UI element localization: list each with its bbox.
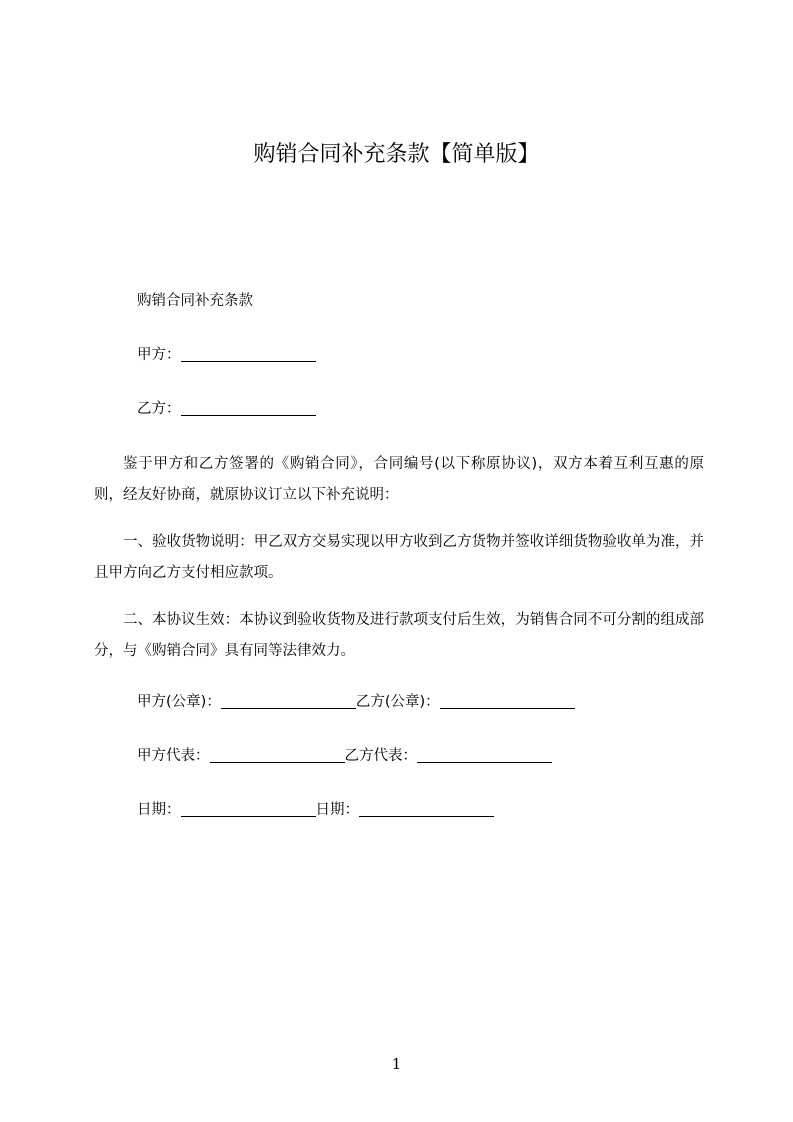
seal-line [137,692,575,712]
date-a-label: 日期： [137,802,181,818]
seal-a-label: 甲方(公章)： [137,694,221,710]
date-b-blank [359,815,494,817]
rep-b-blank [417,761,552,763]
date-a-blank [181,815,316,817]
seal-a-blank [221,707,356,709]
party-a-line [137,345,316,365]
party-a-label: 甲方： [137,347,181,363]
document-title: 购销合同补充条款【简单版】 [253,142,540,167]
party-b-label: 乙方： [137,401,181,417]
rep-b-label: 乙方代表： [344,748,417,764]
date-line [137,800,494,820]
seal-b-label: 乙方(公章)： [355,694,440,710]
representative-line [137,746,552,766]
date-b-label: 日期： [315,802,359,818]
seal-b-blank [440,707,575,709]
party-a-blank [181,360,316,362]
intro-paragraph: 鉴于甲方和乙方签署的《购销合同》，合同编号(以下称原协议)，双方本着互利互惠的原则，经友好协商，就原协议订立以下补充说明： [94,456,704,503]
clause-2-paragraph: 二、本协议生效：本协议到验收货物及进行款项支付后生效，为销售合同不可分割的组成部分，与《购销合同》具有同等法律效力。 [94,612,704,659]
page-number: 1 [391,1055,402,1073]
subtitle: 购销合同补充条款 [137,293,253,309]
party-b-line [137,399,316,419]
rep-a-blank [210,761,345,763]
rep-a-label: 甲方代表： [137,748,210,764]
clause-1-paragraph: 一、验收货物说明：甲乙双方交易实现以甲方收到乙方货物并签收详细货物验收单为准，并且甲方向乙方支付相应款项。 [94,534,704,581]
party-b-blank [181,414,316,416]
